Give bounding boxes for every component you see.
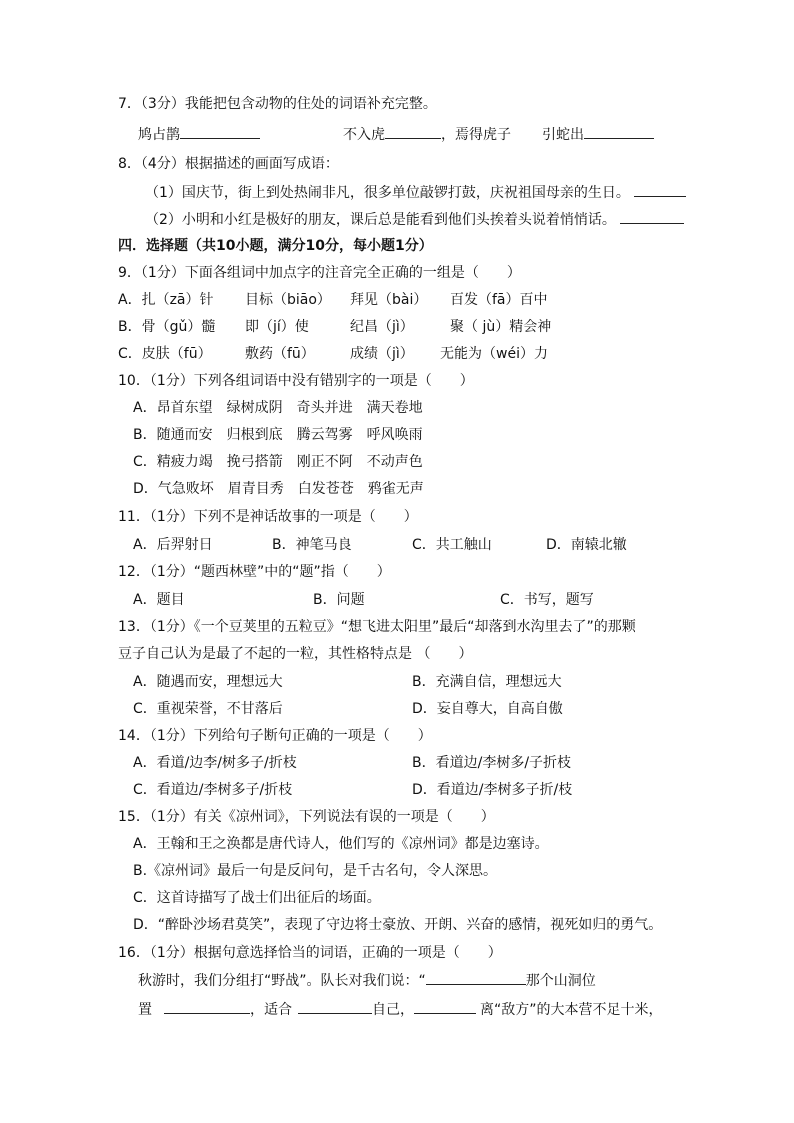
q13-option-b: B．充满自信，理想远大: [412, 674, 562, 690]
q14-option-a: A．看道/边李/树多子/折枝: [133, 755, 297, 771]
q16-blank-2[interactable]: [164, 999, 250, 1014]
q9-option-a-3: 拜见（bài）: [350, 292, 428, 308]
q12-option-a: A．题目: [133, 592, 185, 608]
q9-option-b-3: 纪昌（jì）: [350, 319, 414, 335]
q10-b-2: 归根到底: [226, 427, 283, 443]
q8-item-2: （2）小明和小红是极好的朋友，课后总是能看到他们头挨着头说着悄悄话。: [145, 212, 616, 228]
q7-item-group-2: [343, 124, 511, 145]
q16-blank-3[interactable]: [298, 999, 372, 1014]
q10-a-4: 满天卷地: [366, 400, 423, 416]
q11-stem: 11．（1分）下列不是神话故事的一项是（ ）: [118, 509, 418, 525]
q15-option-c: C．这首诗描写了战士们出征后的场面。: [133, 890, 381, 906]
q8-blank-1[interactable]: [634, 182, 686, 197]
q16-passage-part-6: 离“敌方”的大本营不足十米，: [480, 1002, 663, 1018]
q15-option-b: B.《凉州词》最后一句是反问句，是千古名句，令人深思。: [133, 863, 498, 879]
q13-option-d: D．妄自尊大，自高自傲: [412, 701, 563, 717]
q15-option-a: A．王翰和王之涣都是唐代诗人，他们写的《凉州词》都是边塞诗。: [133, 836, 549, 852]
q10-b-4: 呼风唤雨: [366, 427, 423, 443]
q9-option-a-1: A．扎（zā）针: [118, 292, 214, 308]
q9-option-c-3: 成绩（jì）: [350, 346, 414, 362]
q10-stem: 10．（1分）下列各组词语中没有错别字的一项是（ ）: [118, 373, 474, 389]
q16-passage-part-2: 那个山洞位: [525, 973, 596, 989]
q9-option-c-2: 敷药（fū）: [245, 346, 315, 362]
q11-option-b: B．神笔马良: [272, 537, 352, 553]
q8-blank-2[interactable]: [620, 209, 684, 224]
q10-row-a: [133, 398, 423, 418]
q8-stem: 8．（4分）根据描述的画面写成语：: [118, 156, 339, 172]
q10-b-3: 腾云驾雾: [296, 427, 353, 443]
q11-option-a: A．后羿射日: [133, 537, 213, 553]
q9-option-b-2: 即（jí）使: [245, 319, 309, 335]
q16-passage-part-3: 置: [138, 1002, 152, 1018]
q7-blanks-row: [138, 124, 260, 145]
q7-item-group-3: [542, 124, 654, 145]
q14-option-d: D．看道边/李树多子折/枝: [412, 782, 573, 798]
q11-option-c: C．共工触山: [412, 537, 492, 553]
q9-stem: 9．（1分）下面各组词中加点字的注音完全正确的一组是（ ）: [118, 265, 521, 281]
q13-stem-line-2: 豆子自己认为是最了不起的一粒，其性格特点是 （ ）: [118, 646, 473, 662]
q10-d-2: 眉青目秀: [227, 481, 284, 497]
q9-option-a-4: 百发（fā）百中: [450, 292, 548, 308]
q16-passage-line-1: [138, 970, 596, 991]
q15-stem: 15．（1分）有关《凉州词》，下列说法有误的一项是（ ）: [118, 809, 495, 825]
q15-option-d: D．“醉卧沙场君莫笑”，表现了守边将士豪放、开朗、兴奋的感情，视死如归的勇气。: [133, 917, 663, 933]
q10-d-1: D．气急败坏: [133, 481, 214, 497]
q16-passage-part-1: 秋游时，我们分组打“野战”。队长对我们说：“: [138, 973, 426, 989]
q13-stem-line-1: 13．（1分）《一个豆荚里的五粒豆》“想飞进太阳里”最后“却落到水沟里去了”的那颗: [118, 619, 636, 635]
q16-blank-1[interactable]: [426, 970, 526, 985]
q10-d-4: 鸦雀无声: [367, 481, 424, 497]
q7-blank-3[interactable]: [584, 124, 654, 139]
q10-c-1: C．精疲力竭: [133, 454, 213, 470]
q10-c-2: 挽弓搭箭: [226, 454, 283, 470]
q9-option-c-1: C．皮肤（fū）: [118, 346, 212, 362]
q9-option-a-2: 目标（biāo）: [245, 292, 331, 308]
q12-option-b: B．问题: [313, 592, 365, 608]
q10-c-4: 不动声色: [366, 454, 423, 470]
q7-item-3: ，焉得虎子: [441, 127, 511, 143]
q7-item-4: 引蛇出: [542, 127, 584, 143]
q10-row-c: [133, 452, 423, 472]
q16-stem: 16．（1分）根据句意选择恰当的词语，正确的一项是（ ）: [118, 945, 502, 961]
q8-item-1: （1）国庆节，街上到处热闹非凡，很多单位敲锣打鼓，庆祝祖国母亲的生日。: [145, 185, 630, 201]
q10-row-d: [133, 479, 424, 499]
q9-option-c-4: 无能为（wéi）力: [440, 346, 548, 362]
q14-option-c: C．看道边/李树多子/折枝: [133, 782, 293, 798]
q10-d-3: 白发苍苍: [297, 481, 354, 497]
q13-option-c: C．重视荣誉，不甘落后: [133, 701, 283, 717]
q9-option-b-4: 聚（ jù）精会神: [450, 319, 552, 335]
q14-stem: 14．（1分）下列给句子断句正确的一项是（ ）: [118, 728, 432, 744]
q10-b-1: B．随通而安: [133, 427, 213, 443]
q12-stem: 12．（1分）“题西林壁”中的“题”指（ ）: [118, 564, 391, 580]
q13-option-a: A．随遇而安，理想远大: [133, 674, 283, 690]
q10-a-2: 绿树成阴: [226, 400, 283, 416]
q7-stem: 7．（3分）我能把包含动物的住处的词语补充完整。: [118, 96, 437, 112]
q16-passage-part-4: ，适合: [250, 1002, 292, 1018]
q16-passage-line-2: [138, 999, 663, 1020]
q10-a-1: A．昂首东望: [133, 400, 213, 416]
q9-option-b-1: B．骨（gǔ）髓: [118, 319, 216, 335]
q8-item-2-row: [145, 209, 684, 230]
q10-a-3: 奇头并进: [296, 400, 353, 416]
q12-option-c: C．书写，题写: [500, 592, 594, 608]
q10-row-b: [133, 425, 423, 445]
q11-option-d: D．南辕北辙: [546, 537, 627, 553]
q16-blank-4[interactable]: [414, 999, 476, 1014]
q7-item-2: 不入虎: [343, 127, 385, 143]
q7-item-1: 鸠占鹊: [138, 127, 180, 143]
q10-c-3: 刚正不阿: [296, 454, 353, 470]
q14-option-b: B．看道边/李树多/子折枝: [412, 755, 572, 771]
q7-blank-2[interactable]: [385, 124, 441, 139]
q16-passage-part-5: 自己，: [372, 1002, 414, 1018]
section-heading: 四．选择题（共10小题，满分10分，每小题1分）: [118, 238, 433, 254]
q7-blank-1[interactable]: [180, 124, 260, 139]
q8-item-1-row: [145, 182, 686, 203]
